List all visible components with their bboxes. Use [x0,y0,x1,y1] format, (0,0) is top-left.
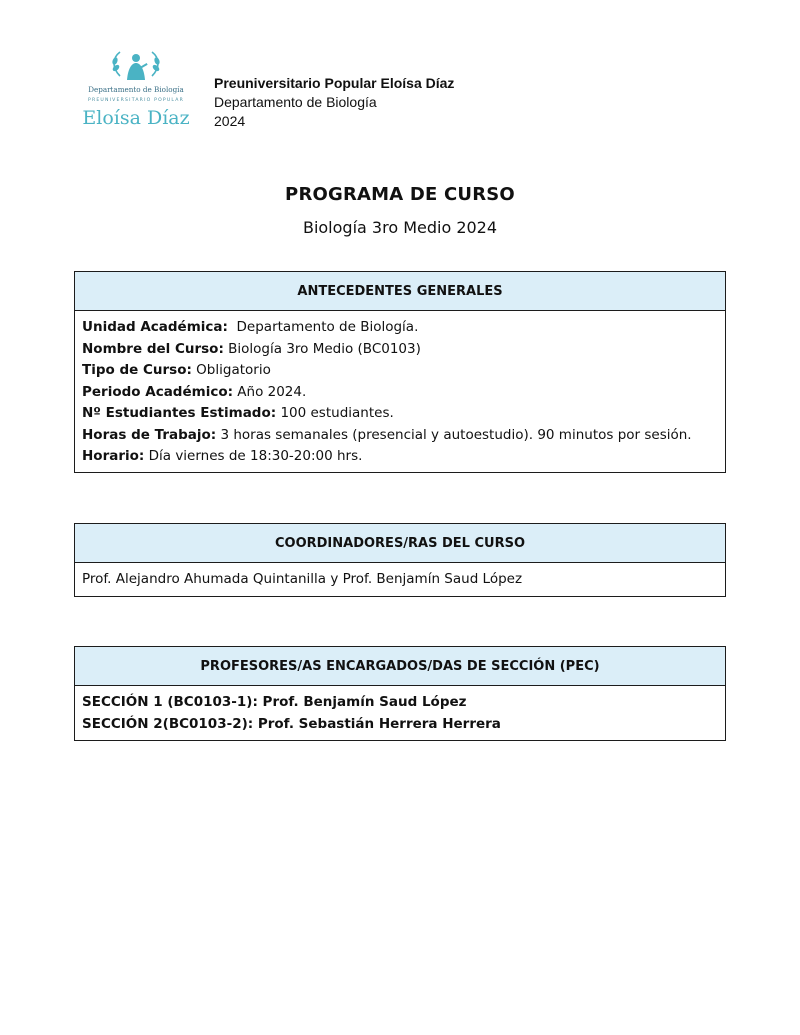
document-subtitle: Biología 3ro Medio 2024 [302,218,498,237]
logo-dept-text: Departamento de Biología [88,85,184,94]
coordinadores-text: Prof. Alejandro Ahumada Quintanilla y Prof. Benjamín Saud López [82,571,523,587]
info-value: Biología 3ro Medio (BC0103) [223,340,421,357]
antecedentes-section [74,271,726,473]
logo-name-text: Eloísa Díaz [82,107,190,129]
profesores-section [74,646,726,741]
institution-name: Preuniversitario Popular Eloísa Díaz [214,75,455,91]
info-label: Horario: [82,448,145,464]
info-row-tipo [82,360,718,382]
portrait-icon [127,54,148,80]
antecedentes-heading: ANTECEDENTES GENERALES [75,272,725,311]
info-row-horas [82,425,718,447]
info-value: 100 estudiantes. [276,405,394,421]
info-label: Horas de Trabajo: [82,426,217,443]
info-value: Día viernes de 18:30-20:00 hrs. [144,448,363,464]
info-row-nombre [82,339,718,361]
info-row-estudiantes [82,403,718,425]
document-title: PROGRAMA DE CURSO [285,184,515,205]
department-name: Departamento de Biología [214,94,377,110]
info-value: Obligatorio [191,362,271,378]
info-value: 3 horas semanales (presencial y autoestudio). 90 minutos por sesión. [216,426,692,443]
section-row-1: SECCIÓN 1 (BC0103-1): Prof. Benjamín Saud López [82,694,467,710]
info-row-unidad [82,317,718,339]
info-value: Departamento de Biología. [227,319,419,335]
section-row-2: SECCIÓN 2(BC0103-2): Prof. Sebastián Herrera Herrera [82,715,501,732]
logo-program-text: PREUNIVERSITARIO POPULAR [87,98,185,103]
info-label: Nº Estudiantes Estimado: [82,405,277,421]
coordinadores-section [74,523,726,597]
antecedentes-body [75,311,725,474]
profesores-heading: PROFESORES/AS ENCARGADOS/DAS DE SECCIÓN (PEC) [75,647,725,686]
info-label: Nombre del Curso: [82,340,224,357]
info-row-horario [82,446,718,468]
coordinadores-heading: COORDINADORES/RAS DEL CURSO [75,524,725,563]
info-label: Unidad Académica: [82,319,228,335]
info-row-periodo [82,382,718,404]
header-block [214,74,454,131]
header-year: 2024 [214,113,246,129]
info-label: Tipo de Curso: [82,362,192,378]
institution-logo [72,48,200,134]
info-label: Periodo Académico: [82,383,233,400]
profesores-body [75,686,725,741]
info-value: Año 2024. [233,383,307,400]
